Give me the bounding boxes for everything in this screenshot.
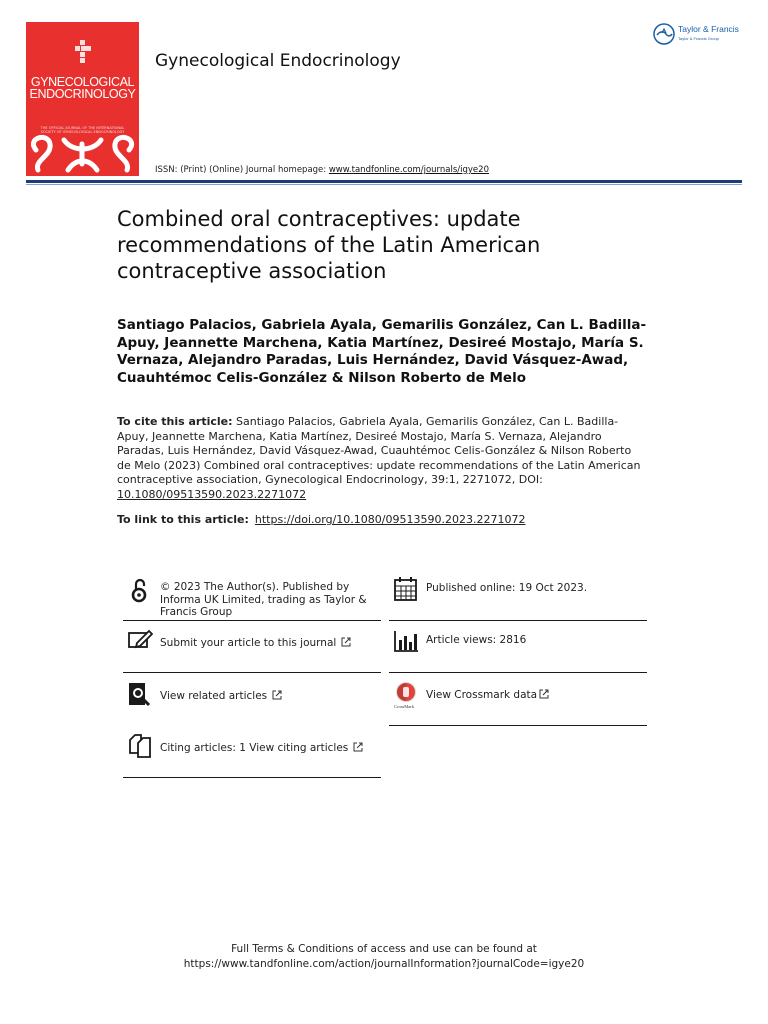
cover-logo-icon: [75, 40, 91, 64]
footer-terms-url[interactable]: https://www.tandfonline.com/action/journalInformation?journalCode=igye20: [183, 958, 585, 970]
header-divider: [26, 180, 742, 183]
article-authors: Santiago Palacios, Gabriela Ayala, Gemarilis González, Can L. Badilla-Apuy, Jeannette Marchena, Katia Martínez, Desireé Mostajo, María S. Vernaza, Alejandro Paradas, Luis Hernández, David Vásquez-Awad, Cuauhtémoc Celis-González & Nilson Roberto de Melo: [117, 317, 647, 386]
cover-title-line2: ENDOCRINOLOGY: [29, 87, 136, 101]
related-search-icon: [127, 681, 153, 707]
journal-homepage-link[interactable]: www.tandfonline.com/journals/igye20: [328, 165, 489, 175]
license-info[interactable]: [123, 578, 381, 618]
issn-line: [155, 165, 489, 175]
footer: [0, 942, 768, 972]
info-divider: [389, 672, 647, 673]
citing-label: Citing articles: 1 View citing articles: [160, 742, 349, 754]
open-access-icon: [127, 578, 153, 604]
external-link-icon: [341, 637, 351, 647]
crossmark-caption: CrossMark: [394, 704, 414, 709]
info-divider: [123, 777, 381, 778]
publisher-emblem-icon: [653, 23, 675, 45]
submit-label: Submit your article to this journal: [160, 637, 337, 649]
info-divider: [123, 672, 381, 673]
citing-articles-icon: [127, 733, 153, 759]
citation-block: [117, 415, 642, 502]
footer-terms-line: Full Terms & Conditions of access and use can be found at: [231, 943, 537, 955]
external-link-icon: [539, 689, 549, 699]
views-text: Article views: 2816: [426, 634, 527, 646]
info-divider: [389, 620, 647, 621]
header-divider-thin: [26, 184, 742, 185]
bar-chart-icon: [393, 628, 419, 654]
citation-doi-link[interactable]: 10.1080/09513590.2023.2271072: [117, 487, 307, 501]
calendar-icon: [393, 576, 419, 602]
info-divider: [389, 725, 647, 726]
issn-text: ISSN: (Print) (Online) Journal homepage:: [155, 165, 329, 175]
license-text: © 2023 The Author(s). Published by Informa UK Limited, trading as Taylor & Francis Group: [160, 581, 367, 618]
related-articles-link[interactable]: [123, 681, 381, 733]
related-label: View related articles: [160, 690, 268, 702]
article-link-line: [117, 513, 525, 527]
publisher-logo[interactable]: [653, 22, 745, 48]
external-link-icon: [272, 690, 282, 700]
article-link-label: To link to this article:: [117, 513, 249, 526]
citation-label: To cite this article:: [117, 415, 233, 428]
edit-icon: [127, 628, 153, 654]
publisher-subtitle: Taylor & Francis Group: [678, 36, 719, 41]
publisher-name: Taylor & Francis: [678, 24, 739, 34]
crossmark-label: View Crossmark data: [426, 689, 538, 701]
journal-cover: [26, 22, 139, 176]
article-doi-url[interactable]: https://doi.org/10.1080/09513590.2023.2271072: [254, 513, 526, 526]
cover-title-line1: GYNECOLOGICAL: [30, 75, 135, 89]
citing-row: [160, 742, 384, 755]
cover-ornament-icon: [26, 130, 139, 176]
cover-subtitle: THE OFFICIAL JOURNAL OF THE INTERNATIONAL SOCIETY OF GYNECOLOGICAL ENDOCRINOLOGY: [40, 126, 125, 134]
submit-row: [160, 637, 384, 650]
citation-text: Santiago Palacios, Gabriela Ayala, Gemarilis González, Can L. Badilla-Apuy, Jeannette Marchena, Katia Martínez, Desireé Mostajo, María S. Vernaza, Alejandro Paradas, Luis Hernández, David Vásquez-Awad, Cuauhtémoc Celis-González & Nilson Roberto de Melo (2023) Combined oral contraceptives: update recommendations of the Latin American contraceptive association, Gynecological Endocrinology, 39:1, 2271072, DOI:: [117, 415, 641, 486]
crossmark-row: [426, 689, 650, 702]
published-text: Published online: 19 Oct 2023.: [426, 582, 588, 594]
info-divider: [123, 620, 381, 621]
article-title: Combined oral contraceptives: update recommendations of the Latin American contraceptive association: [117, 207, 541, 283]
related-row: [160, 690, 384, 703]
external-link-icon: [353, 742, 363, 752]
journal-name: Gynecological Endocrinology: [155, 51, 401, 71]
